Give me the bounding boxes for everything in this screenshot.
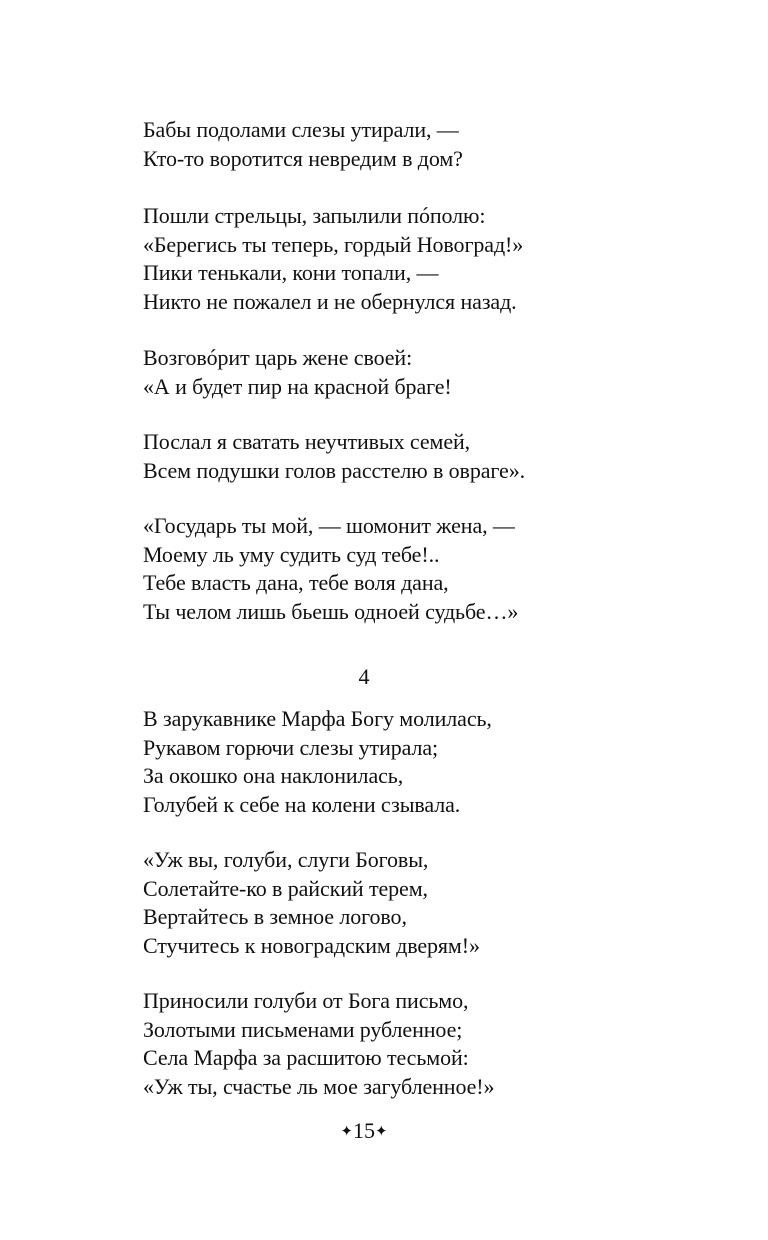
page-footer xyxy=(0,1117,728,1146)
poem-line: Пики тенькали, кони топали, — xyxy=(143,260,439,285)
poem-line: «Государь ты мой, — шомонит жена, — xyxy=(143,513,515,538)
poem-line: Стучитесь к новоградским дверям!» xyxy=(143,932,480,958)
poem-line: Моему ль уму судить суд тебе!.. xyxy=(143,541,440,567)
poem-line: Пошли стрельцы, запылили пóполю: xyxy=(143,203,486,228)
poem-line: Ты челом лишь бьешь одноей судьбе…» xyxy=(143,598,519,624)
stanza xyxy=(143,987,703,1101)
poem-line: «Уж ты, счастье ль мое загубленное!» xyxy=(143,1073,495,1099)
stanza xyxy=(143,202,703,316)
poem-line: Кто-то воротится невредим в дом? xyxy=(143,145,463,171)
poem-line: В зарукавнике Марфа Богу молилась, xyxy=(143,706,492,731)
stanza xyxy=(143,846,703,960)
poem-line: Вертайтесь в земное логово, xyxy=(143,904,407,929)
poem-line: Золотыми письменами рубленное; xyxy=(143,1016,463,1042)
poem-line: Возговóрит царь жене своей: xyxy=(143,345,413,370)
poem-line: Приносили голуби от Бога письмо, xyxy=(143,988,469,1013)
poem-line: Села Марфа за расшитою тесьмой: xyxy=(143,1045,469,1070)
ornament-star-icon: ✦ xyxy=(340,1124,353,1140)
poem-line: Голубей к себе на колени сзывала. xyxy=(143,791,461,817)
poem-line: Рукавом горючи слезы утирала; xyxy=(143,734,439,760)
stanza xyxy=(143,428,703,485)
poem-line: «Берегись ты теперь, гордый Новоград!» xyxy=(143,231,524,257)
stanza xyxy=(143,116,703,173)
stanza xyxy=(143,705,703,819)
poem-line: Послал я сватать неучтивых семей, xyxy=(143,429,471,454)
ornament-star-icon: ✦ xyxy=(375,1124,388,1140)
poem-line: Никто не пожалел и не обернулся назад. xyxy=(143,288,517,314)
poem-line: Всем подушки голов расстелю в овраге». xyxy=(143,457,526,483)
section-number: 4 xyxy=(358,664,370,689)
poem-line: За окошко она наклонилась, xyxy=(143,763,404,788)
poem-line: Тебе власть дана, тебе воля дана, xyxy=(143,570,449,595)
poem-line: «Уж вы, голуби, слуги Боговы, xyxy=(143,847,429,872)
stanza xyxy=(143,344,703,401)
poem-line: Солетайте-ко в райский терем, xyxy=(143,875,428,901)
stanza xyxy=(143,512,703,626)
poem-line: «А и будет пир на красной браге! xyxy=(143,373,452,399)
page-number: 15 xyxy=(353,1118,375,1143)
poem-line: Бабы подолами слезы утирали, — xyxy=(143,117,459,142)
